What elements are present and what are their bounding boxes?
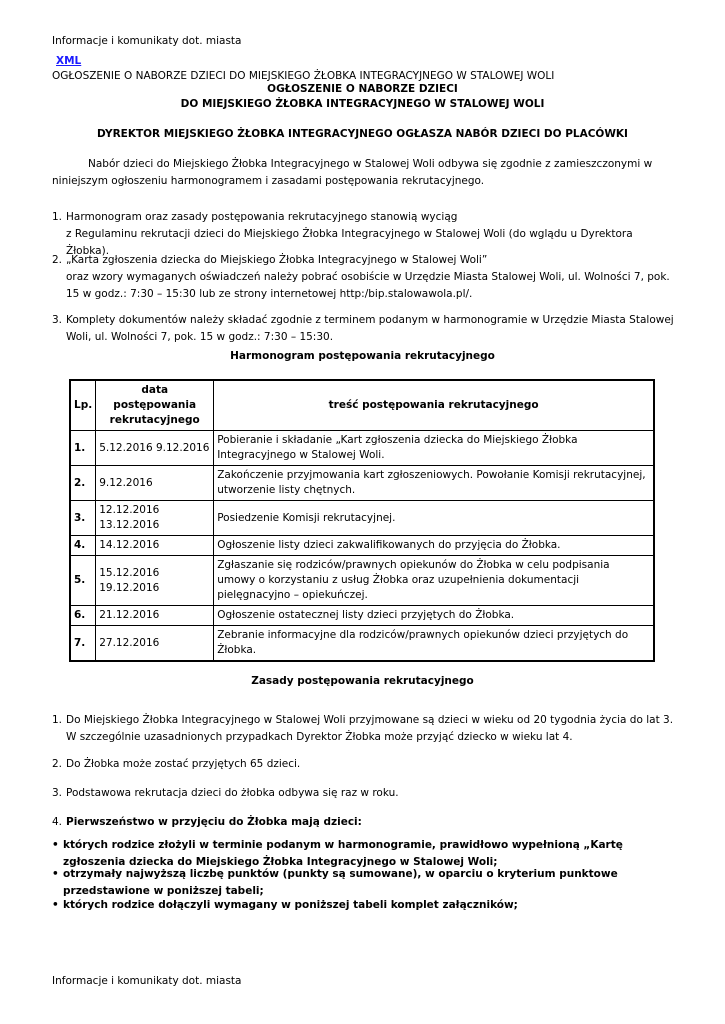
row-date: 12.12.2016 13.12.2016 — [96, 501, 214, 536]
row-content: Posiedzenie Komisji rekrutacyjnej. — [214, 501, 654, 536]
title-line-2: DO MIEJSKIEGO ŻŁOBKA INTEGRACYJNEGO W STALOWEJ WOLI — [180, 98, 545, 110]
rule-number: 4. — [52, 816, 63, 828]
table-row — [70, 556, 654, 606]
point-number: 2. — [52, 254, 63, 266]
point-3 — [52, 312, 677, 346]
table-row — [70, 626, 654, 662]
point-text: Komplety dokumentów należy składać zgodnie z terminem podanym w harmonogramie w Urzędzie Miasta Stalowej Woli, ul. Wolności 7, pok. 15 w godz.: 7:30 – 15:30. — [66, 314, 674, 343]
row-date: 5.12.2016 9.12.2016 — [96, 431, 214, 466]
point-text-cont: oraz wzory wymaganych oświadczeń należy pobrać osobiście w Urzędzie Miasta Stalowej Woli, ul. Wolności 7, pok. 15 w godz.: 7:30 – 15:30 lub ze strony internetowej http:/bip.stalowawola.pl/. — [66, 271, 670, 300]
rule-number: 1. — [52, 714, 63, 726]
point-number: 3. — [52, 314, 63, 326]
page-footer: Informacje i komunikaty dot. miasta — [52, 975, 242, 987]
row-lp: 3. — [70, 501, 96, 536]
col-date: data postępowania rekrutacyjnego — [96, 380, 214, 431]
table-row — [70, 501, 654, 536]
table-row — [70, 536, 654, 556]
notice-line: OGŁOSZENIE O NABORZE DZIECI DO MIEJSKIEGO ŻŁOBKA INTEGRACYJNEGO W STALOWEJ WOLI — [52, 70, 555, 82]
rule-text: Pierwszeństwo w przyjęciu do Żłobka mają dzieci: — [66, 816, 362, 828]
row-lp: 4. — [70, 536, 96, 556]
schedule-heading: Harmonogram postępowania rekrutacyjnego — [230, 350, 495, 362]
row-lp: 2. — [70, 466, 96, 501]
bullet-text: otrzymały najwyższą liczbę punktów (punkty są sumowane), w oparciu o kryterium punktowe przedstawione w poniższej tabeli; — [63, 868, 618, 897]
rule-2 — [52, 756, 677, 773]
row-date: 21.12.2016 — [96, 606, 214, 626]
bullet-icon: • — [52, 839, 59, 851]
schedule-table — [69, 379, 655, 662]
row-date: 15.12.2016 19.12.2016 — [96, 556, 214, 606]
point-text: Harmonogram oraz zasady postępowania rekrutacyjnego stanowią wyciąg — [66, 211, 458, 223]
col-content: treść postępowania rekrutacyjnego — [214, 380, 654, 431]
row-lp: 7. — [70, 626, 96, 662]
row-date: 27.12.2016 — [96, 626, 214, 662]
table-row — [70, 466, 654, 501]
title-line-1: OGŁOSZENIE O NABORZE DZIECI — [267, 83, 458, 95]
rule-1 — [52, 712, 677, 746]
row-content: Ogłoszenie ostatecznej listy dzieci przyjętych do Żłobka. — [214, 606, 654, 626]
bullet-icon: • — [52, 868, 59, 880]
row-content: Ogłoszenie listy dzieci zakwalifikowanych do przyjęcia do Żłobka. — [214, 536, 654, 556]
subtitle: DYREKTOR MIEJSKIEGO ŻŁOBKA INTEGRACYJNEGO OGŁASZA NABÓR DZIECI DO PLACÓWKI — [97, 128, 628, 140]
row-date: 9.12.2016 — [96, 466, 214, 501]
bullet-icon: • — [52, 899, 59, 911]
rule-number: 2. — [52, 758, 63, 770]
point-2 — [52, 252, 677, 303]
col-lp: Lp. — [70, 380, 96, 431]
intro-paragraph: Nabór dzieci do Miejskiego Żłobka Integracyjnego w Stalowej Woli odbywa się zgodnie z zamieszczonymi w niniejszym ogłoszeniu harmonogramem i zasadami postępowania rekrutacyjnego. — [52, 158, 653, 187]
page-header: Informacje i komunikaty dot. miasta — [52, 35, 242, 47]
table-row — [70, 606, 654, 626]
rule-3 — [52, 785, 677, 802]
row-content: Zebranie informacyjne dla rodziców/prawnych opiekunów dzieci przyjętych do Żłobka. — [214, 626, 654, 662]
row-date: 14.12.2016 — [96, 536, 214, 556]
row-lp: 5. — [70, 556, 96, 606]
row-lp: 1. — [70, 431, 96, 466]
point-text: „Karta zgłoszenia dziecka do Miejskiego Żłobka Integracyjnego w Stalowej Woli” — [66, 254, 488, 266]
rule-4 — [52, 814, 677, 831]
bullet-item — [52, 897, 677, 914]
rules-heading: Zasady postępowania rekrutacyjnego — [251, 675, 474, 687]
rule-number: 3. — [52, 787, 63, 799]
bullet-item — [52, 866, 677, 900]
rule-text: Do Miejskiego Żłobka Integracyjnego w Stalowej Woli przyjmowane są dzieci w wieku od 20 tygodnia życia do lat 3. W szczególnie uzasadnionych przypadkach Dyrektor Żłobka może przyjąć dziecko w wieku lat 4. — [66, 714, 674, 743]
xml-link[interactable]: XML — [56, 55, 82, 67]
point-text-cont: z Regulaminu rekrutacji dzieci do Miejskiego Żłobka Integracyjnego w Stalowej Woli (do wglądu u Dyrektora Żłobka). — [66, 228, 633, 257]
row-content: Zgłaszanie się rodziców/prawnych opiekunów do Żłobka w celu podpisania umowy o korzystaniu z usług Żłobka oraz uzupełnienia dokumentacji pielęgnacyjno – opiekuńczej. — [214, 556, 654, 606]
schedule-header-row — [70, 380, 654, 431]
rule-text: Do Żłobka może zostać przyjętych 65 dzieci. — [66, 758, 301, 770]
bullet-text: których rodzice dołączyli wymagany w poniższej tabeli komplet załączników; — [63, 899, 518, 911]
row-lp: 6. — [70, 606, 96, 626]
row-content: Zakończenie przyjmowania kart zgłoszeniowych. Powołanie Komisji rekrutacyjnej, utworzenie listy chętnych. — [214, 466, 654, 501]
row-content: Pobieranie i składanie „Kart zgłoszenia dziecka do Miejskiego Żłobka Integracyjnego w Stalowej Woli. — [214, 431, 654, 466]
rule-text: Podstawowa rekrutacja dzieci do żłobka odbywa się raz w roku. — [66, 787, 399, 799]
table-row — [70, 431, 654, 466]
bullet-text: których rodzice złożyli w terminie podanym w harmonogramie, prawidłowo wypełnioną „Kartę zgłoszenia dziecka do Miejskiego Żłobka Integracyjnego w Stalowej Woli; — [63, 839, 623, 868]
point-number: 1. — [52, 211, 63, 223]
